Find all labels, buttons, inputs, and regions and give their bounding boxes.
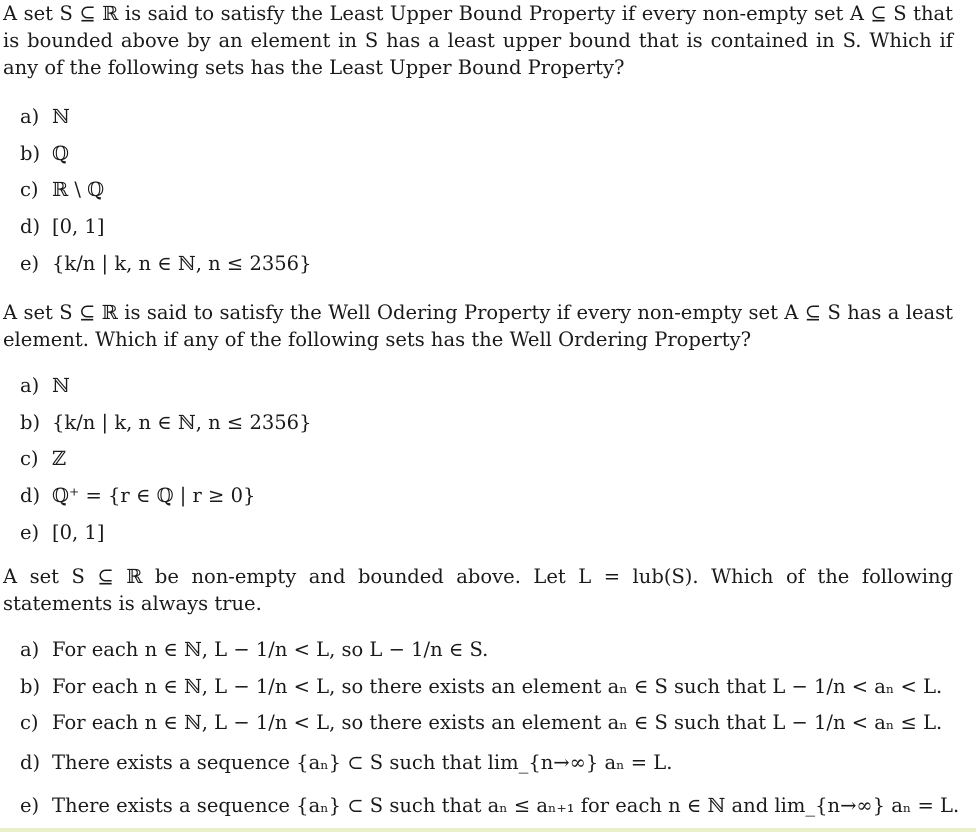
option-letter: b) xyxy=(20,674,41,698)
option-text: ℚ⁺ = {r ∈ ℚ | r ≥ 0} xyxy=(52,483,256,507)
option-item xyxy=(20,514,311,551)
question-1-prompt: A set S ⊆ ℝ is said to satisfy the Least Upper Bound Property if every non-empty set A ⊆ S that is bounded above by an element in S has a least upper bound that is contained in S. Which if any of the following sets has the Least Upper Bound Property? xyxy=(3,2,953,79)
option-item xyxy=(20,704,959,741)
option-item xyxy=(20,98,311,135)
option-text: There exists a sequence {aₙ} ⊂ S such that lim_{n→∞} aₙ = L. xyxy=(52,751,673,775)
option-item xyxy=(20,404,311,441)
page-bottom-border xyxy=(0,828,976,832)
option-text: ℝ \ ℚ xyxy=(52,178,105,202)
option-item xyxy=(20,741,959,784)
option-letter: d) xyxy=(20,214,41,238)
option-item xyxy=(20,668,959,705)
option-letter: d) xyxy=(20,483,41,507)
option-item xyxy=(20,208,311,245)
option-letter: d) xyxy=(20,751,41,775)
option-text: {k/n | k, n ∈ ℕ, n ≤ 2356} xyxy=(52,251,312,275)
option-text: {k/n | k, n ∈ ℕ, n ≤ 2356} xyxy=(52,410,312,434)
option-text: For each n ∈ ℕ, L − 1/n < L, so there exists an element aₙ ∈ S such that L − 1/n < aₙ ≤ L. xyxy=(52,711,943,735)
option-letter: c) xyxy=(20,447,39,471)
option-letter: c) xyxy=(20,711,39,735)
option-letter: a) xyxy=(20,373,40,397)
question-2-options xyxy=(20,367,311,550)
option-text: [0, 1] xyxy=(52,520,105,544)
option-item xyxy=(20,477,311,514)
question-3-options xyxy=(20,631,959,827)
option-item xyxy=(20,631,959,668)
question-2-prompt: A set S ⊆ ℝ is said to satisfy the Well Odering Property if every non-empty set A ⊆ S has a least element. Which if any of the following sets has the Well Ordering Property? xyxy=(3,301,953,351)
option-text: There exists a sequence {aₙ} ⊂ S such that aₙ ≤ aₙ₊₁ for each n ∈ ℕ and lim_{n→∞} aₙ = L. xyxy=(52,794,960,818)
option-text: For each n ∈ ℕ, L − 1/n < L, so there exists an element aₙ ∈ S such that L − 1/n < aₙ < L. xyxy=(52,674,943,698)
option-letter: e) xyxy=(20,794,40,818)
option-text: ℚ xyxy=(52,141,69,165)
option-text: ℤ xyxy=(52,447,67,471)
option-item xyxy=(20,135,311,172)
option-letter: a) xyxy=(20,104,40,128)
option-item xyxy=(20,171,311,208)
question-1-options xyxy=(20,98,311,281)
option-letter: c) xyxy=(20,178,39,202)
option-letter: a) xyxy=(20,637,40,661)
question-3-prompt: A set S ⊆ ℝ be non-empty and bounded above. Let L = lub(S). Which of the following statements is always true. xyxy=(3,565,953,615)
option-text: ℕ xyxy=(52,373,70,397)
option-letter: e) xyxy=(20,520,40,544)
option-text: [0, 1] xyxy=(52,214,105,238)
option-item xyxy=(20,367,311,404)
option-letter: b) xyxy=(20,410,41,434)
option-letter: e) xyxy=(20,251,40,275)
option-item xyxy=(20,784,959,827)
option-text: ℕ xyxy=(52,104,70,128)
option-letter: b) xyxy=(20,141,41,165)
option-text: For each n ∈ ℕ, L − 1/n < L, so L − 1/n ∈ S. xyxy=(52,637,489,661)
option-item xyxy=(20,245,311,282)
option-item xyxy=(20,440,311,477)
